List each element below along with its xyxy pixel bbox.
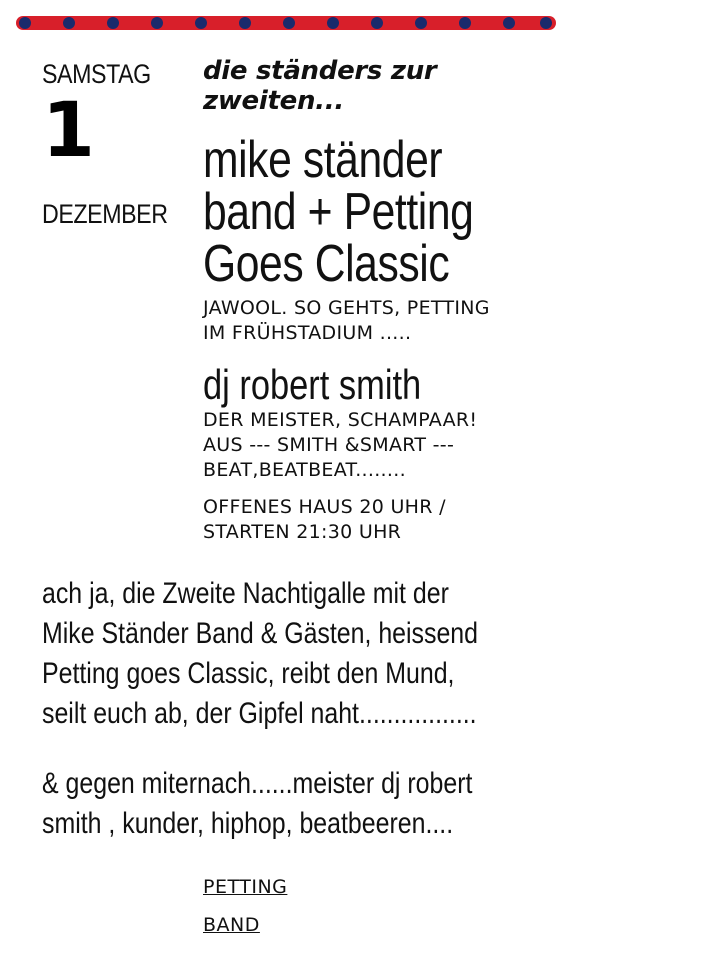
title-line: band + Petting xyxy=(203,183,474,241)
date-weekday: SAMSTAG xyxy=(42,59,151,89)
dj-description-line: BEAT,BEATBEAT........ xyxy=(203,459,406,481)
dot-icon xyxy=(283,17,295,29)
dot-icon xyxy=(239,17,251,29)
description-line: smith , kunder, hiphop, beatbeeren.... xyxy=(42,807,454,840)
dj-description xyxy=(203,408,563,483)
dot-icon xyxy=(371,17,383,29)
subtitle-line: IM FRÜHSTADIUM ..... xyxy=(203,322,412,344)
dj-description-line: DER MEISTER, SCHAMPAAR! xyxy=(203,409,478,431)
tag-link-band[interactable]: BAND xyxy=(203,914,260,936)
description-line: Mike Ständer Band & Gästen, heissend xyxy=(42,617,479,650)
date-month: DEZEMBER xyxy=(42,199,168,229)
pre-title-line: zweiten... xyxy=(203,86,344,116)
event-details xyxy=(203,56,563,545)
dot-icon xyxy=(195,17,207,29)
tag-links xyxy=(203,868,287,944)
decorative-dotted-bar xyxy=(16,16,556,30)
dj-title: dj robert smith xyxy=(203,361,422,408)
dj-description-line: AUS --- SMITH &SMART --- xyxy=(203,434,455,456)
description-line: Petting goes Classic, reibt den Mund, xyxy=(42,657,455,690)
paragraph-gap xyxy=(42,734,673,764)
description-line: ach ja, die Zweite Nachtigalle mit der xyxy=(42,577,449,610)
date-day: 1 xyxy=(42,85,95,174)
times-line: STARTEN 21:30 UHR xyxy=(203,521,402,543)
dot-icon xyxy=(459,17,471,29)
subtitle-line: JAWOOL. SO GEHTS, PETTING xyxy=(203,297,490,319)
title-line: Goes Classic xyxy=(203,235,450,293)
dot-icon xyxy=(415,17,427,29)
times-line: OFFENES HAUS 20 UHR / xyxy=(203,496,446,518)
dot-icon xyxy=(107,17,119,29)
description-line: seilt euch ab, der Gipfel naht................. xyxy=(42,697,477,730)
event-times xyxy=(203,495,563,545)
event-title xyxy=(203,131,556,293)
event-pre-title xyxy=(203,56,563,116)
dot-icon xyxy=(151,17,163,29)
dot-icon xyxy=(503,17,515,29)
dot-icon xyxy=(63,17,75,29)
event-description xyxy=(42,574,673,844)
dot-icon xyxy=(19,17,31,29)
event-date xyxy=(42,58,192,230)
description-line: & gegen miternach......meister dj robert xyxy=(42,767,473,800)
tag-link-petting[interactable]: PETTING xyxy=(203,876,288,898)
pre-title-line: die ständers zur xyxy=(203,56,437,86)
event-subtitle xyxy=(203,296,563,346)
dot-icon xyxy=(540,17,552,29)
dot-icon xyxy=(327,17,339,29)
title-line: mike ständer xyxy=(203,131,443,189)
